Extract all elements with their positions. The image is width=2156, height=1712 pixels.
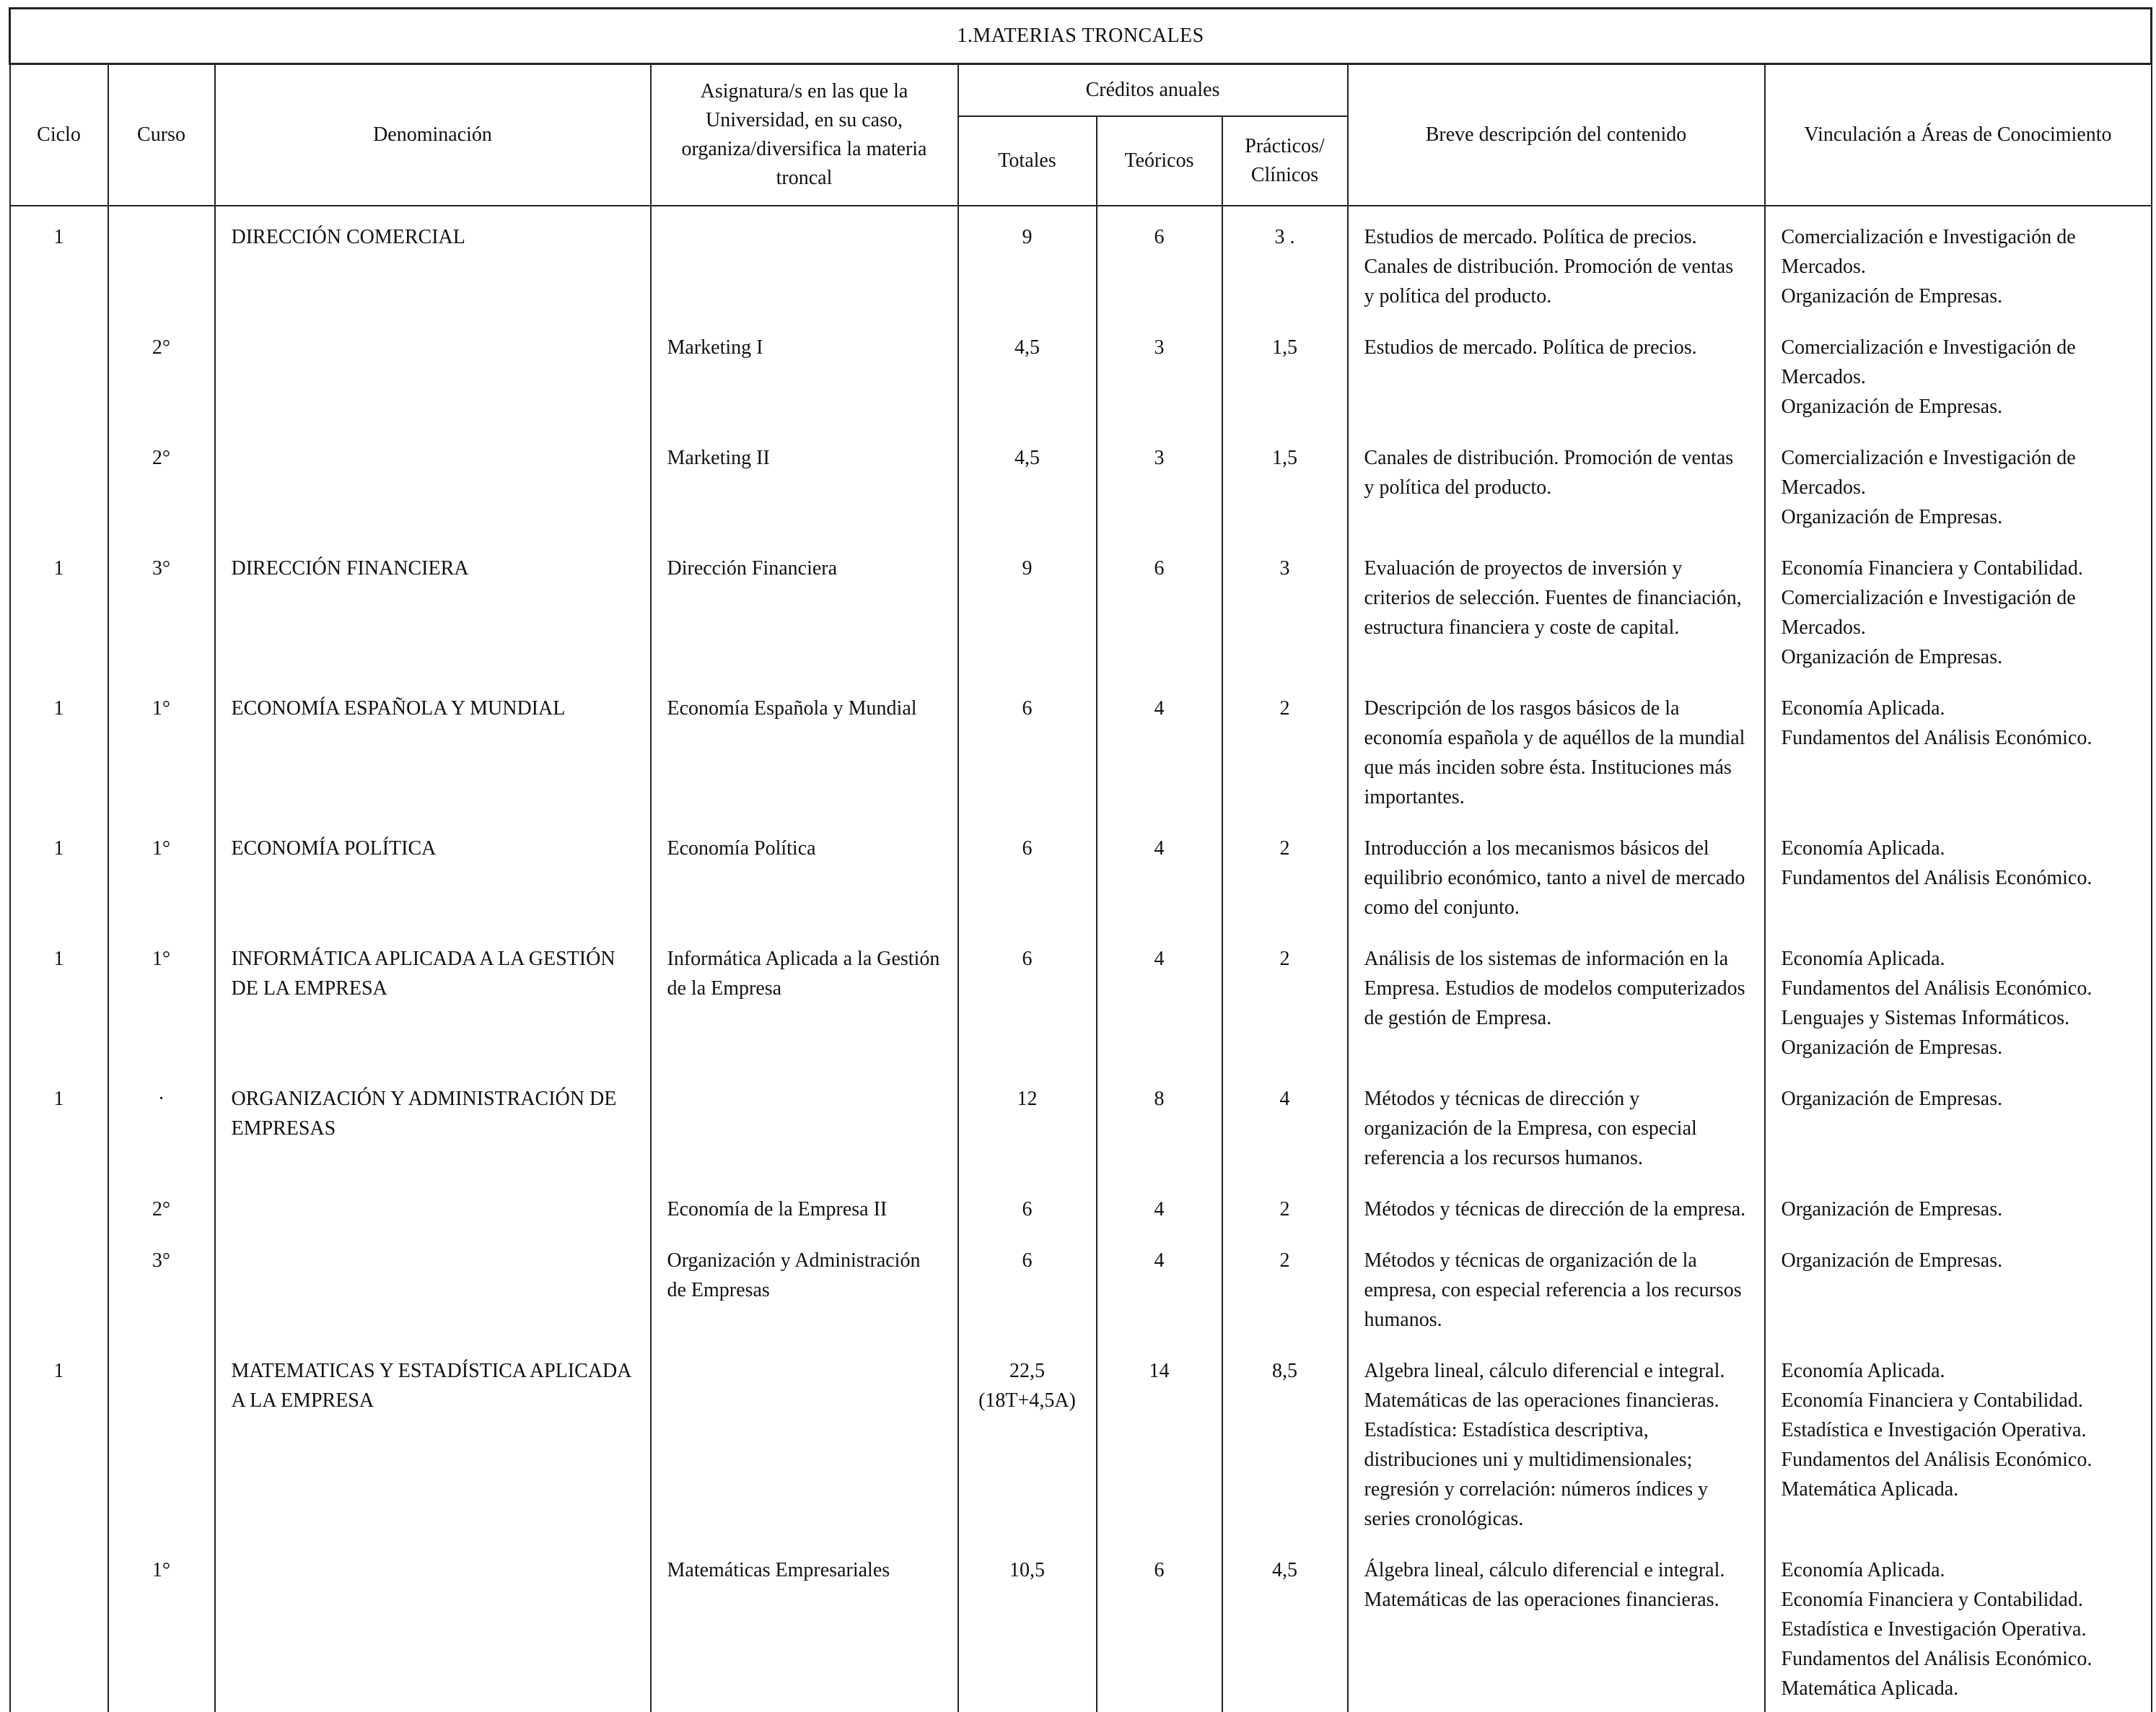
area-item: Organización de Empresas. xyxy=(1781,396,2003,418)
cell-denominacion: DIRECCIÓN FINANCIERA xyxy=(215,541,651,681)
cell-practicos: 1,5 xyxy=(1222,430,1348,541)
cell-ciclo xyxy=(10,1233,108,1343)
cell-denominacion: DIRECCIÓN COMERCIAL xyxy=(215,206,651,320)
cell-vinculacion xyxy=(1765,541,2152,681)
table-title: 1.MATERIAS TRONCALES xyxy=(10,9,2152,64)
header-denominacion: Denominación xyxy=(215,64,651,206)
cell-denominacion xyxy=(215,430,651,541)
cell-asignatura xyxy=(651,1071,958,1182)
cell-ciclo xyxy=(10,1182,108,1233)
cell-curso: 1° xyxy=(108,681,215,821)
cell-descripcion: Estudios de mercado. Política de precios. xyxy=(1348,320,1765,430)
area-item: Economía Financiera y Contabilidad. xyxy=(1781,1389,2083,1412)
table-row xyxy=(10,1343,2152,1542)
cell-teoricos: 3 xyxy=(1097,430,1222,541)
cell-curso: 2° xyxy=(108,430,215,541)
area-item: Fundamentos del Análisis Económico. xyxy=(1781,867,2093,889)
cell-practicos: 2 xyxy=(1222,1182,1348,1233)
cell-vinculacion xyxy=(1765,1182,2152,1233)
area-item: Organización de Empresas. xyxy=(1781,1249,2003,1272)
area-item: Organización de Empresas. xyxy=(1781,1036,2003,1059)
cell-curso: 2° xyxy=(108,1182,215,1233)
cell-descripcion: Métodos y técnicas de dirección y organización de la Empresa, con especial referencia a los recursos humanos. xyxy=(1348,1071,1765,1182)
cell-teoricos: 6 xyxy=(1097,541,1222,681)
cell-asignatura: Organización y Administración de Empresas xyxy=(651,1233,958,1343)
cell-denominacion: INFORMÁTICA APLICADA A LA GESTIÓN DE LA EMPRESA xyxy=(215,931,651,1071)
header-practicos: Prácticos/ Clínicos xyxy=(1222,116,1348,206)
cell-asignatura: Matemáticas Empresariales xyxy=(651,1542,958,1712)
area-item: Comercialización e Investigación de Mercados. xyxy=(1781,226,2076,278)
area-item: Fundamentos del Análisis Económico. xyxy=(1781,977,2093,1000)
table-row xyxy=(10,206,2152,320)
area-item: Organización de Empresas. xyxy=(1781,285,2003,307)
cell-totales: 22,5 (18T+4,5A) xyxy=(958,1343,1097,1542)
cell-curso xyxy=(108,1343,215,1542)
cell-vinculacion xyxy=(1765,320,2152,430)
cell-teoricos: 14 xyxy=(1097,1343,1222,1542)
area-item: Estadística e Investigación Operativa. xyxy=(1781,1618,2087,1641)
cell-vinculacion xyxy=(1765,1343,2152,1542)
cell-ciclo xyxy=(10,320,108,430)
cell-totales: 6 xyxy=(958,821,1097,931)
cell-teoricos: 4 xyxy=(1097,681,1222,821)
cell-vinculacion xyxy=(1765,206,2152,320)
cell-curso xyxy=(108,206,215,320)
cell-denominacion xyxy=(215,1182,651,1233)
cell-descripcion: Canales de distribución. Promoción de ventas y política del producto. xyxy=(1348,430,1765,541)
area-item: Fundamentos del Análisis Económico. xyxy=(1781,727,2093,749)
table-row xyxy=(10,1542,2152,1712)
cell-practicos: 4,5 xyxy=(1222,1542,1348,1712)
cell-descripcion: Análisis de los sistemas de información en la Empresa. Estudios de modelos computerizados de gestión de Empresa. xyxy=(1348,931,1765,1071)
cell-teoricos: 8 xyxy=(1097,1071,1222,1182)
area-item: Comercialización e Investigación de Mercados. xyxy=(1781,336,2076,388)
area-item: Economía Financiera y Contabilidad. xyxy=(1781,557,2083,580)
cell-totales: 6 xyxy=(958,1233,1097,1343)
area-item: Fundamentos del Análisis Económico. xyxy=(1781,1449,2093,1471)
cell-teoricos: 4 xyxy=(1097,931,1222,1071)
materias-troncales-table xyxy=(9,7,2152,1712)
cell-asignatura: Economía Española y Mundial xyxy=(651,681,958,821)
cell-descripcion: Métodos y técnicas de organización de la empresa, con especial referencia a los recursos humanos. xyxy=(1348,1233,1765,1343)
cell-practicos: 8,5 xyxy=(1222,1343,1348,1542)
table-row xyxy=(10,1182,2152,1233)
cell-vinculacion xyxy=(1765,821,2152,931)
cell-totales: 6 xyxy=(958,931,1097,1071)
header-curso: Curso xyxy=(108,64,215,206)
table-row xyxy=(10,821,2152,931)
table-row xyxy=(10,1071,2152,1182)
area-item: Economía Aplicada. xyxy=(1781,948,1945,970)
cell-denominacion xyxy=(215,320,651,430)
cell-ciclo: 1 xyxy=(10,206,108,320)
cell-descripcion: Métodos y técnicas de dirección de la empresa. xyxy=(1348,1182,1765,1233)
cell-curso: 3° xyxy=(108,541,215,681)
table-row xyxy=(10,931,2152,1071)
curriculum-sheet xyxy=(9,7,2150,1700)
cell-ciclo xyxy=(10,430,108,541)
header-teoricos: Teóricos xyxy=(1097,116,1222,206)
cell-curso: 1° xyxy=(108,931,215,1071)
cell-curso: · xyxy=(108,1071,215,1182)
area-item: Organización de Empresas. xyxy=(1781,646,2003,668)
cell-curso: 1° xyxy=(108,1542,215,1712)
cell-denominacion: ECONOMÍA POLÍTICA xyxy=(215,821,651,931)
cell-totales: 12 xyxy=(958,1071,1097,1182)
area-item: Matemática Aplicada. xyxy=(1781,1478,1959,1501)
cell-teoricos: 4 xyxy=(1097,1182,1222,1233)
cell-practicos: 2 xyxy=(1222,931,1348,1071)
cell-curso: 1° xyxy=(108,821,215,931)
cell-asignatura xyxy=(651,206,958,320)
header-asignatura: Asignatura/s en las que la Universidad, en su caso, organiza/diversifica la materia troncal xyxy=(651,64,958,206)
cell-totales: 10,5 xyxy=(958,1542,1097,1712)
cell-practicos: 1,5 xyxy=(1222,320,1348,430)
area-item: Estadística e Investigación Operativa. xyxy=(1781,1419,2087,1441)
cell-practicos: 3 . xyxy=(1222,206,1348,320)
cell-vinculacion xyxy=(1765,1542,2152,1712)
cell-descripcion: Evaluación de proyectos de inversión y criterios de selección. Fuentes de financiación, estructura financiera y coste de capital. xyxy=(1348,541,1765,681)
cell-ciclo: 1 xyxy=(10,931,108,1071)
cell-ciclo: 1 xyxy=(10,681,108,821)
cell-denominacion xyxy=(215,1233,651,1343)
header-vinculacion: Vinculación a Áreas de Conocimiento xyxy=(1765,64,2152,206)
cell-totales: 9 xyxy=(958,206,1097,320)
area-item: Fundamentos del Análisis Económico. xyxy=(1781,1648,2093,1670)
cell-totales: 6 xyxy=(958,681,1097,821)
area-item: Comercialización e Investigación de Mercados. xyxy=(1781,447,2076,499)
area-item: Comercialización e Investigación de Mercados. xyxy=(1781,587,2076,639)
cell-asignatura: Dirección Financiera xyxy=(651,541,958,681)
area-item: Economía Aplicada. xyxy=(1781,1559,1945,1581)
cell-teoricos: 6 xyxy=(1097,1542,1222,1712)
cell-totales: 4,5 xyxy=(958,320,1097,430)
table-body xyxy=(10,206,2152,1712)
cell-practicos: 2 xyxy=(1222,821,1348,931)
header-ciclo: Ciclo xyxy=(10,64,108,206)
cell-totales: 6 xyxy=(958,1182,1097,1233)
table-row xyxy=(10,430,2152,541)
cell-practicos: 4 xyxy=(1222,1071,1348,1182)
cell-ciclo xyxy=(10,1542,108,1712)
cell-asignatura: Informática Aplicada a la Gestión de la Empresa xyxy=(651,931,958,1071)
cell-vinculacion xyxy=(1765,681,2152,821)
header-descripcion: Breve descripción del contenido xyxy=(1348,64,1765,206)
cell-denominacion: MATEMATICAS Y ESTADÍSTICA APLICADA A LA EMPRESA xyxy=(215,1343,651,1542)
area-item: Organización de Empresas. xyxy=(1781,1088,2003,1110)
cell-descripcion: Introducción a los mecanismos básicos del equilibrio económico, tanto a nivel de mercado como del conjunto. xyxy=(1348,821,1765,931)
cell-descripcion: Estudios de mercado. Política de precios. Canales de distribución. Promoción de ventas y política del producto. xyxy=(1348,206,1765,320)
area-item: Organización de Empresas. xyxy=(1781,506,2003,528)
cell-practicos: 2 xyxy=(1222,681,1348,821)
cell-vinculacion xyxy=(1765,1071,2152,1182)
cell-teoricos: 6 xyxy=(1097,206,1222,320)
cell-descripcion: Álgebra lineal, cálculo diferencial e integral. Matemáticas de las operaciones financieras. xyxy=(1348,1542,1765,1712)
cell-asignatura: Economía Política xyxy=(651,821,958,931)
cell-denominacion xyxy=(215,1542,651,1712)
cell-asignatura: Marketing I xyxy=(651,320,958,430)
header-totales: Totales xyxy=(958,116,1097,206)
area-item: Economía Financiera y Contabilidad. xyxy=(1781,1589,2083,1611)
area-item: Economía Aplicada. xyxy=(1781,697,1945,720)
cell-ciclo: 1 xyxy=(10,1071,108,1182)
cell-teoricos: 3 xyxy=(1097,320,1222,430)
cell-descripcion: Algebra lineal, cálculo diferencial e integral. Matemáticas de las operaciones financieras. Estadística: Estadística descriptiva, distribuciones uni y multidimensionales; regresión y correlación: números índices y series cronológicas. xyxy=(1348,1343,1765,1542)
cell-ciclo: 1 xyxy=(10,1343,108,1542)
cell-curso: 3° xyxy=(108,1233,215,1343)
table-row xyxy=(10,320,2152,430)
cell-asignatura: Marketing II xyxy=(651,430,958,541)
area-item: Economía Aplicada. xyxy=(1781,837,1945,860)
cell-practicos: 2 xyxy=(1222,1233,1348,1343)
header-creditos: Créditos anuales xyxy=(958,64,1348,117)
table-row xyxy=(10,1233,2152,1343)
cell-curso: 2° xyxy=(108,320,215,430)
cell-denominacion: ORGANIZACIÓN Y ADMINISTRACIÓN DE EMPRESAS xyxy=(215,1071,651,1182)
cell-descripcion: Descripción de los rasgos básicos de la economía española y de aquéllos de la mundial que más inciden sobre ésta. Instituciones más importantes. xyxy=(1348,681,1765,821)
area-item: Economía Aplicada. xyxy=(1781,1360,1945,1382)
cell-vinculacion xyxy=(1765,931,2152,1071)
cell-totales: 4,5 xyxy=(958,430,1097,541)
area-item: Organización de Empresas. xyxy=(1781,1198,2003,1220)
cell-practicos: 3 xyxy=(1222,541,1348,681)
cell-vinculacion xyxy=(1765,430,2152,541)
cell-teoricos: 4 xyxy=(1097,1233,1222,1343)
cell-teoricos: 4 xyxy=(1097,821,1222,931)
table-row xyxy=(10,541,2152,681)
table-row xyxy=(10,681,2152,821)
area-item: Lenguajes y Sistemas Informáticos. xyxy=(1781,1007,2070,1029)
cell-vinculacion xyxy=(1765,1233,2152,1343)
cell-asignatura: Economía de la Empresa II xyxy=(651,1182,958,1233)
cell-ciclo: 1 xyxy=(10,541,108,681)
cell-denominacion: ECONOMÍA ESPAÑOLA Y MUNDIAL xyxy=(215,681,651,821)
cell-totales: 9 xyxy=(958,541,1097,681)
cell-ciclo: 1 xyxy=(10,821,108,931)
area-item: Matemática Aplicada. xyxy=(1781,1677,1959,1700)
cell-asignatura xyxy=(651,1343,958,1542)
